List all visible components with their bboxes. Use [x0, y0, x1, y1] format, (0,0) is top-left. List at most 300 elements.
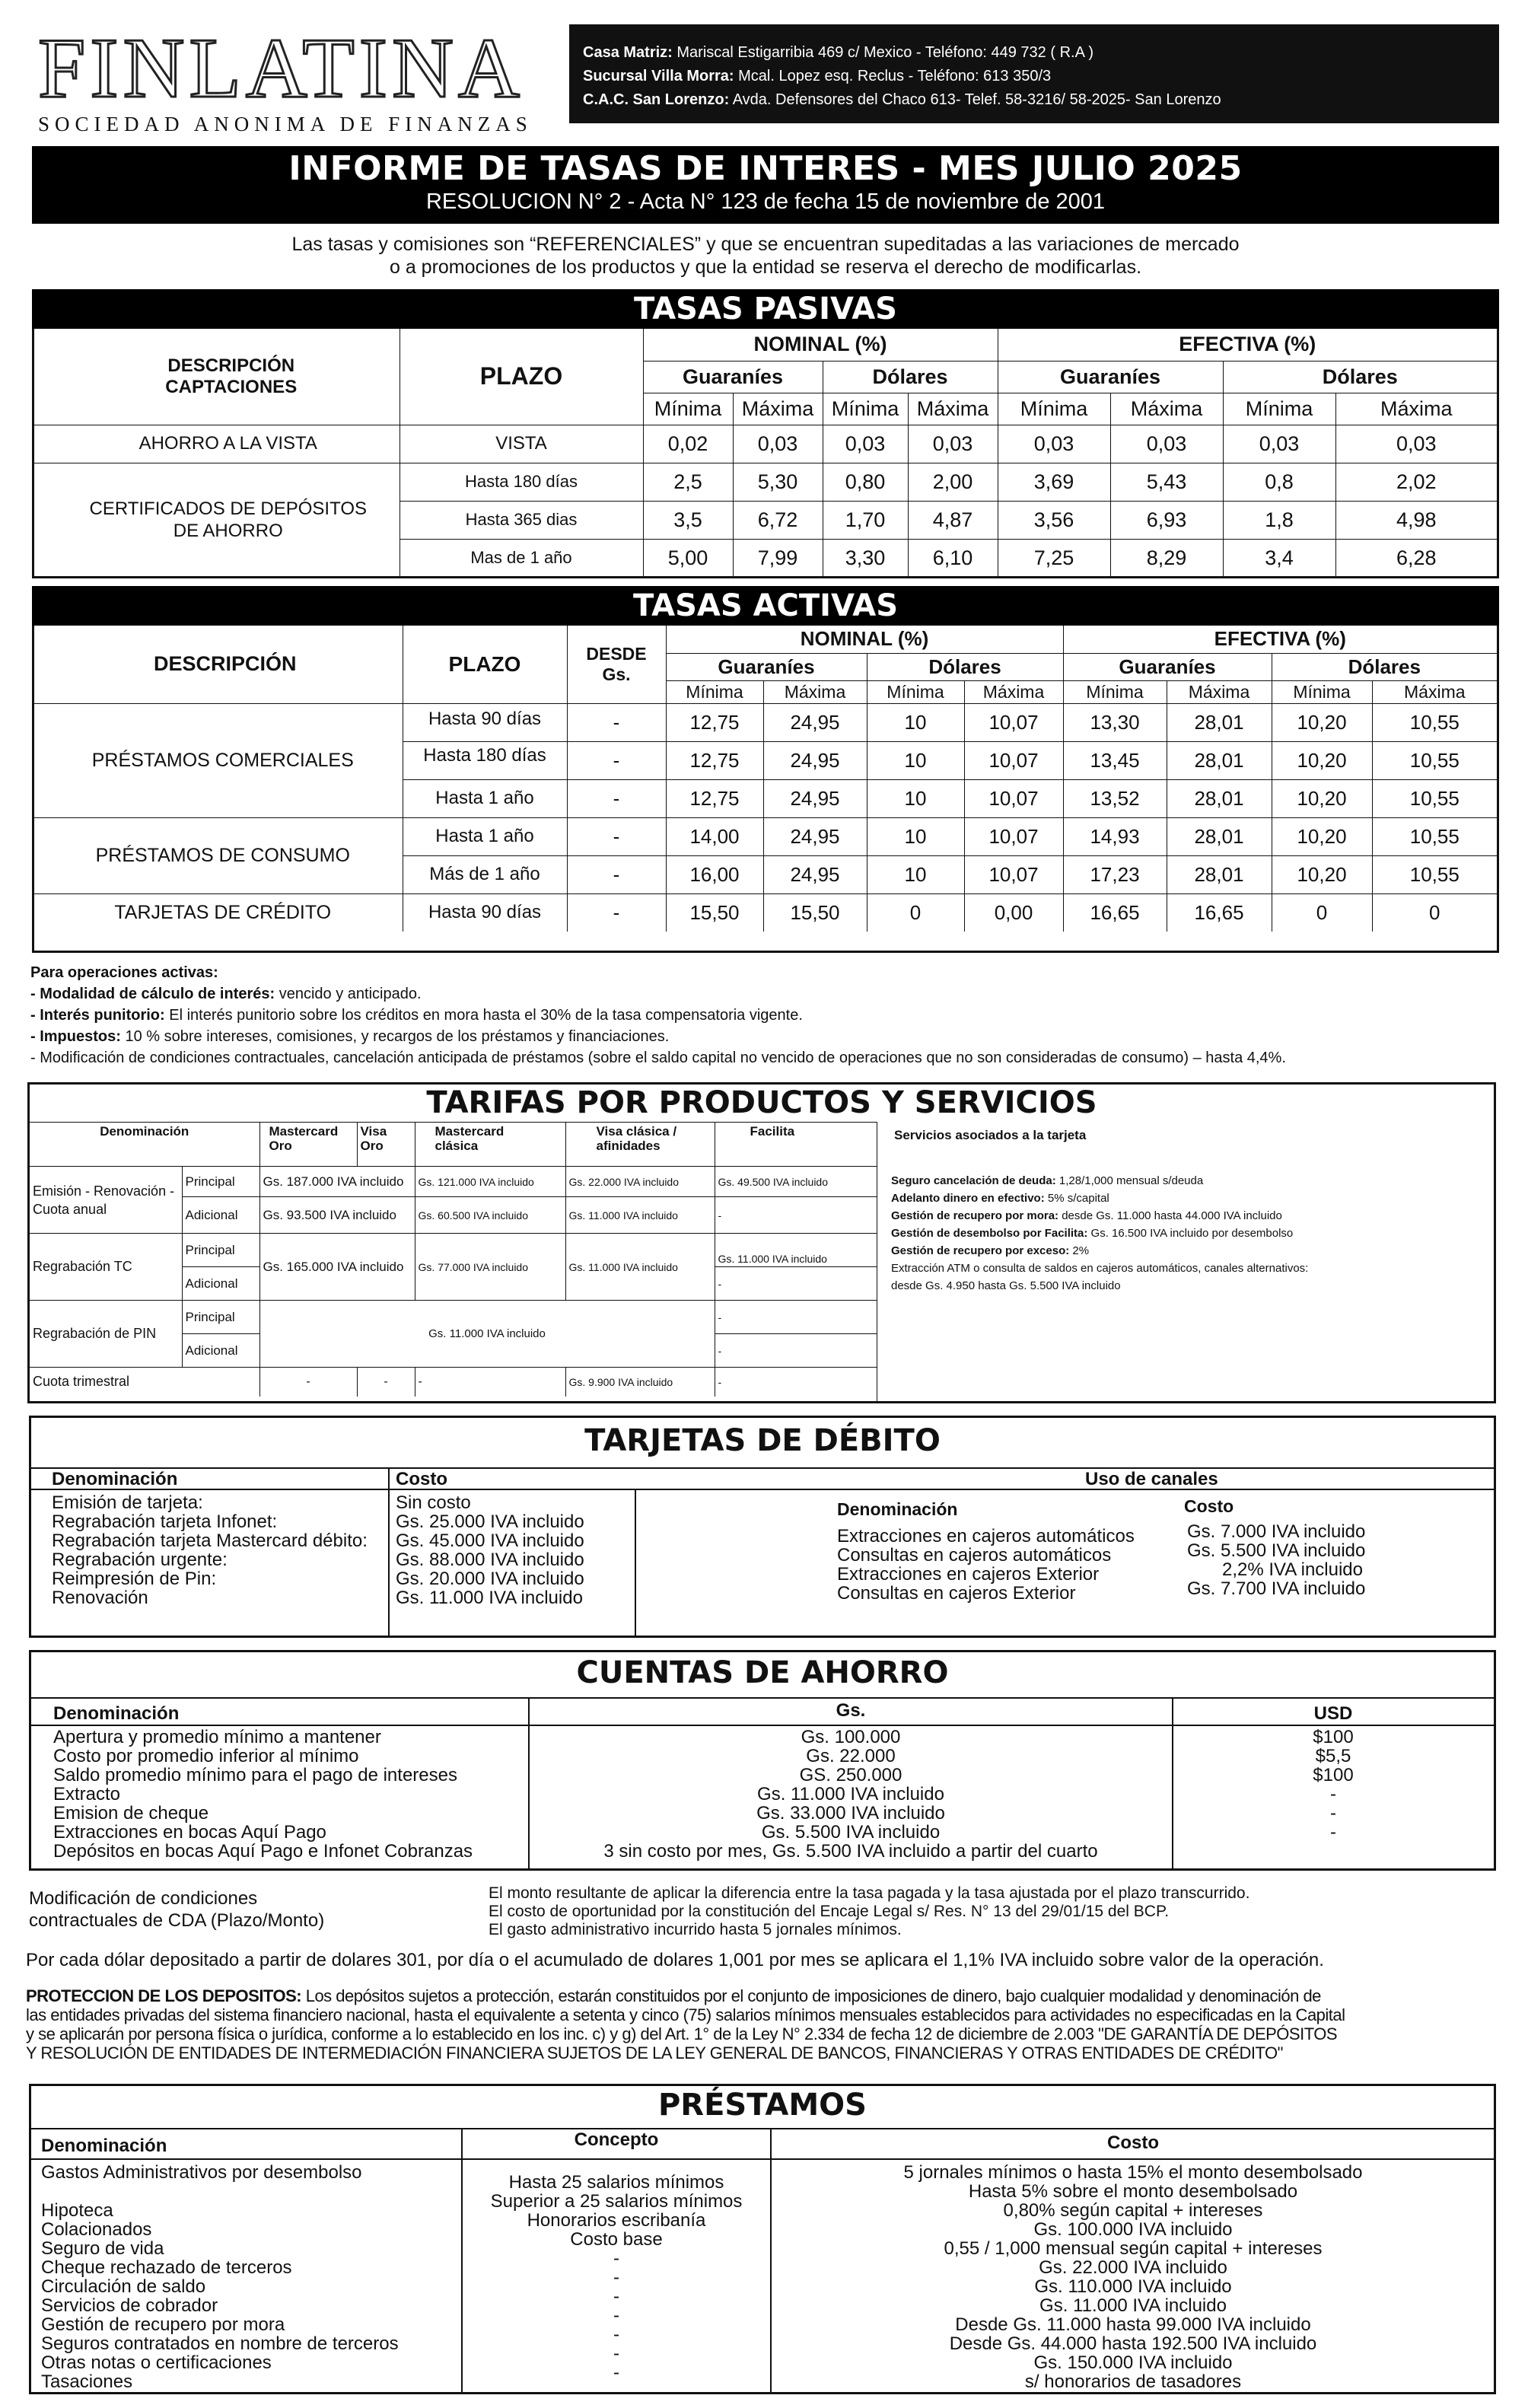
max-header: Máxima [908, 393, 998, 425]
list-item: - [613, 2362, 619, 2383]
activas-nominal-header: NOMINAL (%) [666, 626, 1063, 653]
max-header: Máxima [1110, 393, 1223, 425]
pasivas-plazo-header: PLAZO [400, 329, 643, 425]
cell: 0,00 [964, 893, 1063, 932]
row-plazo: Más de 1 año [403, 855, 567, 893]
max-header: Máxima [964, 680, 1063, 703]
cell: 24,95 [763, 779, 867, 817]
cell: - [715, 1267, 877, 1301]
cell: 10,07 [964, 703, 1063, 741]
ahorro-usd-values [1173, 1728, 1493, 1842]
cda-line: El monto resultante de aplicar la diferencia entre la tasa pagada y la tasa ajustada por el plazo transcurrido. [489, 1884, 1250, 1902]
activas-plazo-header: PLAZO [403, 626, 567, 703]
facilita-header: Facilita [715, 1123, 877, 1167]
cell: Gs. 11.000 IVA incluido [715, 1234, 877, 1267]
min-header: Mínima [1063, 680, 1167, 703]
pasivas-nom-usd-header: Dólares [823, 361, 998, 393]
divider [31, 1725, 1494, 1726]
list-item: Extracciones en cajeros automáticos [837, 1526, 1135, 1546]
visa-clasica-header: Visa clásica / afinidades [565, 1123, 715, 1167]
list-item: Gs. 7.700 IVA incluido [1187, 1578, 1366, 1599]
activas-ef-usd-header: Dólares [1272, 653, 1497, 680]
list-item: Colacionados [41, 2219, 152, 2240]
list-item: Superior a 25 salarios mínimos [490, 2191, 743, 2212]
cell: - [357, 1368, 415, 1397]
cell: 6,93 [1110, 501, 1223, 539]
cell: 28,01 [1167, 741, 1272, 779]
cell: 0,03 [733, 425, 823, 463]
cell: Gs. 121.000 IVA incluido [415, 1167, 565, 1197]
table-row [34, 425, 1497, 463]
cell: 13,30 [1063, 703, 1167, 741]
ahorro-usd-header: USD [1313, 1703, 1353, 1724]
activas-nom-usd-header: Dólares [867, 653, 1063, 680]
cell: Gs. 60.500 IVA incluido [415, 1197, 565, 1234]
logo-subtitle: SOCIEDAD ANONIMA DE FINANZAS [38, 113, 533, 135]
cell: Gs. 165.000 IVA incluido [259, 1234, 415, 1301]
cell: 10,07 [964, 817, 1063, 855]
pasivas-nominal-header: NOMINAL (%) [643, 329, 998, 361]
cell: 10 [867, 779, 964, 817]
list-item: Gs. 110.000 IVA incluido [1034, 2276, 1232, 2297]
cell: 0,03 [1223, 425, 1335, 463]
divider [388, 1467, 390, 1636]
cell: Gs. 77.000 IVA incluido [415, 1234, 565, 1301]
list-item: Seguros contratados en nombre de terceros [41, 2333, 399, 2354]
debito-title: TARJETAS DE DÉBITO [584, 1423, 941, 1458]
divider [635, 1489, 636, 1636]
pasivas-efectiva-header: EFECTIVA (%) [998, 329, 1497, 361]
cell: 14,00 [666, 817, 763, 855]
list-item: Gs. 11.000 IVA incluido [1039, 2295, 1227, 2316]
cell: - [715, 1368, 877, 1397]
tasas-pasivas-title: TASAS PASIVAS [32, 289, 1499, 329]
cell: 10,20 [1272, 741, 1372, 779]
list-item: 0,55 / 1,000 mensual según capital + intereses [944, 2238, 1323, 2259]
list-item: Gs. 22.000 [806, 1746, 896, 1766]
list-item: Gs. 100.000 IVA incluido [1033, 2219, 1233, 2240]
list-item: Regrabación tarjeta Infonet: [52, 1511, 278, 1532]
visa-oro-header: Visa Oro [357, 1123, 415, 1167]
cell: 6,28 [1335, 539, 1497, 577]
list-item: Gs. 45.000 IVA incluido [396, 1530, 584, 1551]
cell: 10,20 [1272, 817, 1372, 855]
list-item: - [1330, 1803, 1336, 1824]
cell: 3,56 [998, 501, 1110, 539]
ahorro-gs-header: Gs. [836, 1700, 866, 1721]
cell: Gs. 22.000 IVA incluido [565, 1167, 715, 1197]
cell: 2,00 [908, 463, 998, 501]
cell: 12,75 [666, 703, 763, 741]
cell: 24,95 [763, 855, 867, 893]
list-item: - [613, 2324, 619, 2345]
divider [31, 1467, 1494, 1469]
cell: 12,75 [666, 741, 763, 779]
cell: 2,02 [1335, 463, 1497, 501]
row-plazo: VISTA [400, 425, 643, 463]
notes-title: Para operaciones activas: [30, 964, 218, 981]
cell: 10,20 [1272, 855, 1372, 893]
note-item: - Modificación de condiciones contractuales, cancelación anticipada de préstamos (sobre el saldo capital no vencido de operaciones que no son consideradas de consumo) – hasta 4,4%. [30, 1050, 1286, 1066]
cell: - [567, 893, 666, 932]
list-item: Costo base [570, 2229, 663, 2250]
list-item: Reimpresión de Pin: [52, 1569, 217, 1589]
cell: Gs. 9.900 IVA incluido [565, 1368, 715, 1397]
table-row [34, 703, 1497, 741]
cell: - [715, 1334, 877, 1368]
debito-costs [396, 1493, 584, 1607]
cell: 16,65 [1167, 893, 1272, 932]
list-item: Gs. 33.000 IVA incluido [756, 1803, 945, 1824]
list-item: Hipoteca [41, 2200, 113, 2221]
cell: 16,00 [666, 855, 763, 893]
list-item: Servicios de cobrador [41, 2295, 218, 2316]
servicios-list [877, 1143, 1494, 1295]
cda-text [489, 1884, 1249, 1939]
canal-items [837, 1527, 1135, 1603]
prestamos-items [41, 2163, 399, 2391]
cell: 2,5 [643, 463, 733, 501]
cell: 10,55 [1372, 817, 1497, 855]
cell: 5,00 [643, 539, 733, 577]
cell: - [567, 779, 666, 817]
list-item: - [1330, 1822, 1336, 1843]
canal-costo-header: Costo [1184, 1496, 1234, 1516]
list-item: 0,80% según capital + intereses [1003, 2200, 1263, 2221]
list-item: - [613, 2305, 619, 2326]
list-item: Extracciones en bocas Aquí Pago [53, 1822, 326, 1843]
table-row [30, 1301, 877, 1334]
tarifas-table [30, 1122, 877, 1397]
cell: 10 [867, 741, 964, 779]
cell: 24,95 [763, 741, 867, 779]
cell: - [715, 1197, 877, 1234]
servicio-item: Gestión de desembolso por Facilita: Gs. 16.500 IVA incluido por desembolso [891, 1227, 1294, 1240]
table-row [34, 463, 1497, 501]
list-item: - [613, 2286, 619, 2307]
list-item: Extracciones en cajeros Exterior [837, 1564, 1100, 1585]
list-item: $5,5 [1315, 1746, 1351, 1766]
cell: 15,50 [666, 893, 763, 932]
note-item: - Modalidad de cálculo de interés: vencido y anticipado. [30, 986, 422, 1002]
list-item: Otras notas o certificaciones [41, 2352, 272, 2373]
cell: 10 [867, 817, 964, 855]
cell: Gs. 11.000 IVA incluido [565, 1197, 715, 1234]
list-item: Gs. 25.000 IVA incluido [396, 1511, 584, 1532]
intro-text: Las tasas y comisiones son “REFERENCIALES” y que se encuentran supeditadas a las variaciones de mercado o a promociones de los productos y que la entidad se reserva el derecho de modificarlas. [291, 234, 1240, 278]
tasas-activas-table [34, 626, 1497, 932]
cell: 5,30 [733, 463, 823, 501]
activas-nom-gs-header: Guaraníes [666, 653, 867, 680]
list-item: Consultas en cajeros automáticos [837, 1545, 1112, 1566]
emision-label: Emisión - Renovación - Cuota anual [30, 1167, 182, 1234]
max-header: Máxima [1372, 680, 1497, 703]
list-item: Seguro de vida [41, 2238, 164, 2259]
activas-desc-header: DESCRIPCIÓN [34, 626, 403, 703]
cell: 0 [1272, 893, 1372, 932]
servicio-item: Gestión de recupero por mora: desde Gs. 11.000 hasta 44.000 IVA incluido [891, 1209, 1282, 1222]
servicios-panel [877, 1122, 1494, 1401]
cell: 10,20 [1272, 779, 1372, 817]
max-header: Máxima [763, 680, 867, 703]
pasivas-ef-usd-header: Dólares [1223, 361, 1497, 393]
cell: 0,80 [823, 463, 908, 501]
cda-desc: CERTIFICADOS DE DEPÓSITOS DE AHORRO [34, 463, 400, 577]
cell: 0 [1372, 893, 1497, 932]
servicio-item: Seguro cancelación de deuda: 1,28/1,000 mensual s/deuda [891, 1174, 1204, 1187]
tarifas-denom-header: Denominación [30, 1123, 259, 1167]
cell: Gs. 11.000 IVA incluido [565, 1234, 715, 1301]
prestamos-concepto-header: Concepto [574, 2129, 659, 2150]
cell: 0,03 [998, 425, 1110, 463]
canal-denom-header: Denominación [837, 1499, 958, 1519]
row-desc: AHORRO A LA VISTA [34, 425, 400, 463]
row-plazo: Hasta 365 dias [400, 501, 643, 539]
list-item: s/ honorarios de tasadores [1024, 2371, 1242, 2392]
cell: 0,03 [823, 425, 908, 463]
cell: 0,03 [908, 425, 998, 463]
cell: 28,01 [1167, 703, 1272, 741]
cell: 10 [867, 703, 964, 741]
contact-san-lorenzo: C.A.C. San Lorenzo: Avda. Defensores del Chaco 613- Telef. 58-3216/ 58-2025- San Lorenzo [583, 91, 1221, 108]
cell: 28,01 [1167, 855, 1272, 893]
debito-denom-header: Denominación [52, 1469, 178, 1489]
list-item: Gastos Administrativos por desembolso [41, 2162, 362, 2183]
activas-ef-gs-header: Guaraníes [1063, 653, 1272, 680]
cell: 1,8 [1223, 501, 1335, 539]
cuota-trimestral-label: Cuota trimestral [30, 1368, 259, 1397]
max-header: Máxima [733, 393, 823, 425]
list-item: $100 [1313, 1765, 1354, 1785]
contact-villa-morra: Sucursal Villa Morra: Mcal. Lopez esq. Reclus - Teléfono: 613 350/3 [583, 68, 1052, 84]
cda-line: El gasto administrativo incurrido hasta 5 jornales mínimos. [489, 1921, 902, 1938]
ahorro-title: CUENTAS DE AHORRO [576, 1655, 949, 1690]
list-item: Regrabación urgente: [52, 1550, 228, 1570]
cell: 14,93 [1063, 817, 1167, 855]
cell: 10,55 [1372, 703, 1497, 741]
min-header: Mínima [1223, 393, 1335, 425]
cell: 3,4 [1223, 539, 1335, 577]
min-header: Mínima [823, 393, 908, 425]
cell: Gs. 11.000 IVA incluido [259, 1301, 715, 1368]
list-item: - [613, 2267, 619, 2288]
list-item: 2,2% IVA incluido [1222, 1559, 1364, 1580]
tarifas-title: TARIFAS POR PRODUCTOS Y SERVICIOS [426, 1085, 1097, 1120]
list-item: 3 sin costo por mes, Gs. 5.500 IVA incluido a partir del cuarto [603, 1841, 1098, 1862]
cell: - [715, 1301, 877, 1334]
cell: 10,55 [1372, 855, 1497, 893]
canal-costs [1187, 1522, 1385, 1598]
report-title-bar [32, 146, 1499, 224]
cell: 3,30 [823, 539, 908, 577]
row-plazo: Hasta 1 año [403, 779, 567, 817]
list-item: - [613, 2343, 619, 2364]
row-plazo: Hasta 90 días [403, 703, 567, 741]
cell: 10,55 [1372, 741, 1497, 779]
cell: 28,01 [1167, 779, 1272, 817]
max-header: Máxima [1335, 393, 1497, 425]
table-row [34, 893, 1497, 932]
cell: - [567, 703, 666, 741]
list-item: Gs. 5.500 IVA incluido [1187, 1540, 1366, 1561]
servicio-item: desde Gs. 4.950 hasta Gs. 5.500 IVA incluido [891, 1279, 1121, 1292]
cell: 0 [867, 893, 964, 932]
list-item: Consultas en cajeros Exterior [837, 1583, 1076, 1604]
contact-casa-matriz: Casa Matriz: Mariscal Estigarribia 469 c/ Mexico - Teléfono: 449 732 ( R.A ) [583, 44, 1094, 61]
list-item: Saldo promedio mínimo para el pago de intereses [53, 1765, 457, 1785]
list-item: Gs. 150.000 IVA incluido [1033, 2352, 1233, 2373]
cell: 0,03 [1335, 425, 1497, 463]
cell: 13,45 [1063, 741, 1167, 779]
cell: 10,55 [1372, 779, 1497, 817]
cell: 0,02 [643, 425, 733, 463]
list-item: Gestión de recupero por mora [41, 2314, 285, 2335]
cell: 12,75 [666, 779, 763, 817]
tc-desc: TARJETAS DE CRÉDITO [34, 893, 403, 932]
list-item: Renovación [52, 1588, 148, 1608]
cell: 0,8 [1223, 463, 1335, 501]
list-item: Emisión de tarjeta: [52, 1492, 203, 1513]
table-row [30, 1167, 877, 1197]
principal-label: Principal [182, 1301, 259, 1334]
company-logo [38, 21, 540, 135]
divider [31, 2158, 1494, 2160]
list-item: 5 jornales mínimos o hasta 15% el monto desembolsado [903, 2162, 1363, 2183]
list-item: Hasta 25 salarios mínimos [508, 2172, 724, 2193]
cell: 6,72 [733, 501, 823, 539]
cell: - [567, 817, 666, 855]
list-item: $100 [1313, 1727, 1354, 1747]
list-item: Circulación de saldo [41, 2276, 206, 2297]
list-item: Regrabación tarjeta Mastercard débito: [52, 1530, 368, 1551]
list-item: Costo por promedio inferior al mínimo [53, 1746, 359, 1766]
list-item: Sin costo [396, 1492, 471, 1513]
principal-label: Principal [182, 1167, 259, 1197]
cell: 17,23 [1063, 855, 1167, 893]
prestamos-title: PRÉSTAMOS [657, 2088, 867, 2123]
row-plazo: Hasta 90 días [403, 893, 567, 932]
min-header: Mínima [998, 393, 1110, 425]
iva-note: Por cada dólar depositado a partir de dolares 301, por día o el acumulado de dolares 1,001 por mes se aplicara el 1,1% IVA incluido sobre valor de la operación. [26, 1950, 1324, 1970]
min-header: Mínima [643, 393, 733, 425]
cell: 16,65 [1063, 893, 1167, 932]
list-item: Gs. 100.000 [801, 1727, 901, 1747]
list-item: Gs. 11.000 IVA incluido [757, 1784, 944, 1804]
row-plazo: Hasta 1 año [403, 817, 567, 855]
regrabacion-pin-label: Regrabación de PIN [30, 1301, 182, 1368]
tasas-activas-title: TASAS ACTIVAS [32, 586, 1499, 626]
ahorro-denom-header: Denominación [53, 1703, 180, 1724]
list-item: Desde Gs. 44.000 hasta 192.500 IVA incluido [949, 2333, 1317, 2354]
cell: - [567, 741, 666, 779]
cell: 24,95 [763, 817, 867, 855]
prestamos-costos [772, 2163, 1495, 2391]
cell: 10,07 [964, 779, 1063, 817]
table-row [34, 817, 1497, 855]
proteccion-text: PROTECCION DE LOS DEPOSITOS: Los depósitos sujetos a protección, estarán constituidos por el conjunto de imposiciones de dinero, bajo cualquier modalidad y denominación de las entidades privadas del sistema financiero nacional, hasta el equivalente a setenta y cinco (75) salarios mínimos mensuales establecidos para actividades no especificadas en la Capital y se aplicarán por persona física o jurídica, conforme a lo establecido en los inc. c) y g) del Art. 1° de la Ley N° 2.334 de fecha 12 de diciembre de 2.003 "DE GARANTÍA DE DEPÓSITOS Y RESOLUCIÓN DE ENTIDADES DE INTERMEDIACIÓN FINANCIERA SUJETOS DE LA LEY GENERAL DE BANCOS, FINANCIERAS Y OTRAS ENTIDADES DE CRÉDITO" [26, 1986, 1345, 2062]
report-title: INFORME DE TASAS DE INTERES - MES JULIO 2025 [288, 149, 1243, 188]
list-item [41, 2182, 399, 2201]
pasivas-nom-gs-header: Guaraníes [643, 361, 823, 393]
divider [31, 1697, 1494, 1699]
list-item: Cheque rechazado de terceros [41, 2257, 292, 2278]
servicios-header: Servicios asociados a la tarjeta [894, 1128, 1087, 1142]
list-item: - [1330, 1784, 1336, 1804]
cell: 10,07 [964, 741, 1063, 779]
cell: - [415, 1368, 565, 1397]
cell: Gs. 93.500 IVA incluido [259, 1197, 415, 1234]
cell: 7,99 [733, 539, 823, 577]
servicio-item: Adelanto dinero en efectivo: 5% s/capital [891, 1192, 1109, 1205]
logo-wordmark: FINLATINA [38, 21, 524, 116]
list-item: Gs. 5.500 IVA incluido [761, 1822, 941, 1843]
cell: Gs. 49.500 IVA incluido [715, 1167, 877, 1197]
list-item: Gs. 88.000 IVA incluido [396, 1550, 584, 1570]
servicio-item: Extracción ATM o consulta de saldos en cajeros automáticos, canales alternativos: [891, 1262, 1309, 1275]
activas-efectiva-header: EFECTIVA (%) [1063, 626, 1497, 653]
activas-desde-header: DESDE Gs. [567, 626, 666, 703]
adicional-label: Adicional [182, 1334, 259, 1368]
pasivas-ef-gs-header: Guaraníes [998, 361, 1223, 393]
cell: 8,29 [1110, 539, 1223, 577]
pc-desc: PRÉSTAMOS COMERCIALES [34, 703, 403, 817]
prestamos-denom-header: Denominación [41, 2136, 167, 2156]
cell: 10 [867, 855, 964, 893]
min-header: Mínima [1272, 680, 1372, 703]
mc-oro-header: Mastercard Oro [259, 1123, 357, 1167]
table-row [30, 1368, 877, 1397]
row-plazo: Mas de 1 año [400, 539, 643, 577]
table-row [30, 1234, 877, 1267]
list-item: Gs. 7.000 IVA incluido [1187, 1521, 1366, 1542]
debito-items [52, 1493, 368, 1607]
principal-label: Principal [182, 1234, 259, 1267]
list-item: - [613, 2248, 619, 2269]
list-item: Desde Gs. 11.000 hasta 99.000 IVA incluido [955, 2314, 1311, 2335]
mc-clasica-header: Mastercard clásica [415, 1123, 565, 1167]
cell: - [259, 1368, 357, 1397]
pasivas-desc-header: DESCRIPCIÓN CAPTACIONES [34, 329, 400, 425]
contact-box [569, 24, 1499, 123]
list-item: GS. 250.000 [799, 1765, 902, 1785]
cell: 24,95 [763, 703, 867, 741]
tasas-pasivas-table [34, 329, 1497, 578]
min-header: Mínima [666, 680, 763, 703]
list-item: Gs. 22.000 IVA incluido [1039, 2257, 1227, 2278]
cell: - [567, 855, 666, 893]
note-item: - Interés punitorio: El interés punitorio sobre los créditos en mora hasta el 30% de la tasa compensatoria vigente. [30, 1007, 803, 1024]
cell: 1,70 [823, 501, 908, 539]
list-item: Gs. 20.000 IVA incluido [396, 1569, 584, 1589]
debito-costo-header: Costo [396, 1469, 447, 1489]
min-header: Mínima [867, 680, 964, 703]
ahorro-gs-values [530, 1728, 1172, 1861]
cell: 3,5 [643, 501, 733, 539]
cell: 5,43 [1110, 463, 1223, 501]
list-item: Hasta 5% sobre el monto desembolsado [968, 2181, 1298, 2202]
list-item: Extracto [53, 1784, 121, 1804]
adicional-label: Adicional [182, 1267, 259, 1301]
cell: 15,50 [763, 893, 867, 932]
cell: 10,20 [1272, 703, 1372, 741]
row-plazo: Hasta 180 días [403, 741, 567, 779]
list-item: Honorarios escribanía [527, 2210, 706, 2231]
cda-line: El costo de oportunidad por la constitución del Encaje Legal s/ Res. N° 13 del 29/01/15 del BCP. [489, 1903, 1170, 1920]
note-item: - Impuestos: 10 % sobre intereses, comisiones, y recargos de los préstamos y financiaciones. [30, 1028, 670, 1045]
pcons-desc: PRÉSTAMOS DE CONSUMO [34, 817, 403, 893]
cell: Gs. 187.000 IVA incluido [259, 1167, 415, 1197]
row-plazo: Hasta 180 días [400, 463, 643, 501]
